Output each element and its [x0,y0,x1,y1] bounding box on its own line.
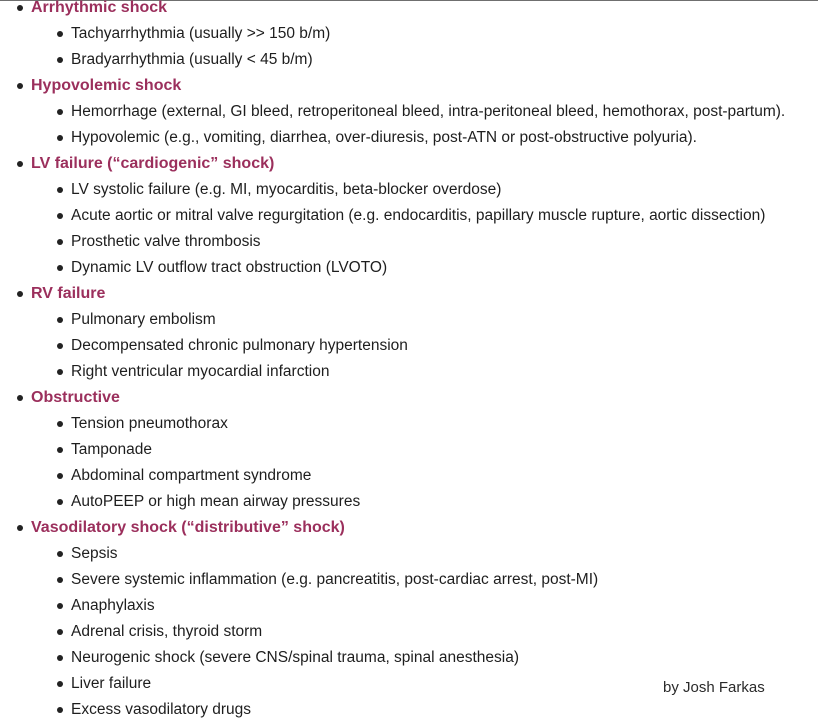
list-item [0,21,818,47]
bullet-icon [57,681,63,687]
bullet-icon [57,603,63,609]
category-title: Vasodilatory shock (“distributive” shock) [31,519,345,536]
category-rv-failure [0,281,818,385]
list-item [0,47,818,73]
bullet-icon [57,707,63,713]
list-item [0,593,818,619]
list-item-text: Prosthetic valve thrombosis [71,233,261,250]
category-title: LV failure (“cardiogenic” shock) [31,155,275,172]
cause-list [31,411,818,515]
list-item-text: Adrenal crisis, thyroid storm [71,623,263,640]
bullet-icon [57,187,63,193]
bullet-icon [57,57,63,63]
list-item-text: Anaphylaxis [71,597,155,614]
category-title: Hypovolemic shock [31,77,182,94]
list-item-text: LV systolic failure (e.g. MI, myocarditis, beta-blocker overdose) [71,181,502,198]
bullet-icon [17,83,23,89]
category-arrhythmic-shock [0,0,818,73]
list-item [0,229,818,255]
list-item [0,437,818,463]
bullet-icon [57,31,63,37]
cause-list [31,177,818,281]
list-item-text: Liver failure [71,675,152,692]
bullet-icon [57,499,63,505]
list-item-text: Hypovolemic (e.g., vomiting, diarrhea, over-diuresis, post-ATN or post-obstructive polyuria). [71,129,697,146]
category-title: RV failure [31,285,106,302]
list-item-text: Neurogenic shock (severe CNS/spinal trauma, spinal anesthesia) [71,649,519,666]
list-item [0,177,818,203]
bullet-icon [57,317,63,323]
cause-list [31,99,818,151]
list-item [0,541,818,567]
list-item [0,125,818,151]
bullet-icon [57,629,63,635]
bullet-icon [17,395,23,401]
bullet-icon [57,265,63,271]
list-item-text: Dynamic LV outflow tract obstruction (LVOTO) [71,259,388,276]
list-item-text: Tension pneumothorax [71,415,228,432]
category-title: Arrhythmic shock [31,0,168,16]
bullet-icon [57,551,63,557]
list-item-text: Abdominal compartment syndrome [71,467,312,484]
list-item [0,411,818,437]
bullet-icon [57,369,63,375]
list-item [0,645,818,671]
author-credit: by Josh Farkas [663,679,765,696]
list-item-text: Tachyarrhythmia (usually >> 150 b/m) [71,25,331,42]
list-item-text: Hemorrhage (external, GI bleed, retroperitoneal bleed, intra-peritoneal bleed, hemothorax, post-partum). [71,103,786,120]
list-item-text: Acute aortic or mitral valve regurgitation (e.g. endocarditis, papillary muscle rupture, aortic dissection) [71,207,766,224]
list-item [0,99,818,125]
bullet-icon [57,421,63,427]
list-item [0,463,818,489]
list-item-text: Tamponade [71,441,153,458]
list-item [0,489,818,515]
bullet-icon [57,655,63,661]
list-item-text: AutoPEEP or high mean airway pressures [71,493,361,510]
list-item-text: Decompensated chronic pulmonary hypertension [71,337,408,354]
bullet-icon [57,239,63,245]
list-item [0,255,818,281]
cause-list [31,307,818,385]
bullet-icon [17,161,23,167]
category-title: Obstructive [31,389,120,406]
category-obstructive [0,385,818,515]
list-item [0,307,818,333]
category-lv-failure [0,151,818,281]
bullet-icon [57,577,63,583]
list-item-text: Severe systemic inflammation (e.g. pancreatitis, post-cardiac arrest, post-MI) [71,571,599,588]
list-item-text: Right ventricular myocardial infarction [71,363,330,380]
list-item-text: Excess vasodilatory drugs [71,701,252,718]
category-hypovolemic-shock [0,73,818,151]
list-item-text: Bradyarrhythmia (usually < 45 b/m) [71,51,313,68]
bullet-icon [57,213,63,219]
bullet-icon [17,291,23,297]
bullet-icon [17,5,23,11]
list-item [0,333,818,359]
bullet-icon [57,109,63,115]
list-item [0,359,818,385]
list-item [0,619,818,645]
list-item [0,567,818,593]
list-item [0,203,818,229]
list-item-text: Pulmonary embolism [71,311,216,328]
bullet-icon [17,525,23,531]
bullet-icon [57,343,63,349]
bullet-icon [57,135,63,141]
bullet-icon [57,473,63,479]
bullet-icon [57,447,63,453]
cause-list [31,21,818,73]
list-item [0,697,818,723]
list-item-text: Sepsis [71,545,118,562]
